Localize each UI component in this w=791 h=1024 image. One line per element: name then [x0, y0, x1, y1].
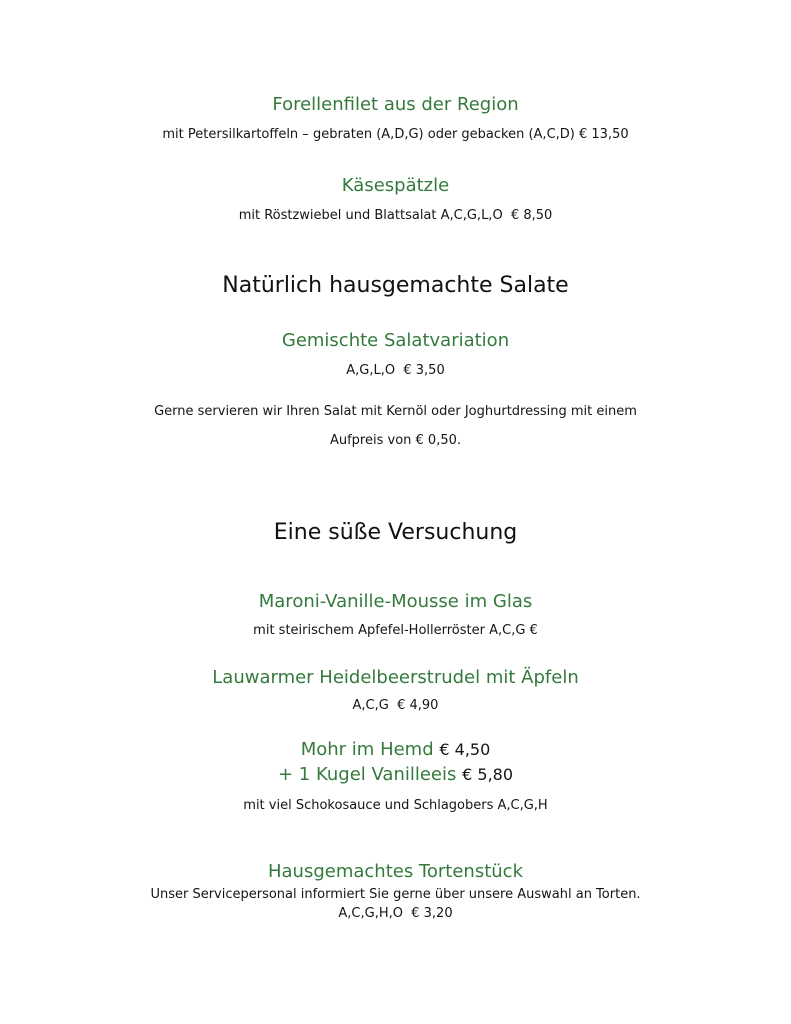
section-heading-desserts: Eine süße Versuchung: [273, 520, 518, 545]
dish-line-mohr-im-hemd: [0, 738, 791, 762]
section-heading-salads: Natürlich hausgemachte Salate: [222, 273, 569, 298]
salad-note-line-2: Aufpreis von € 0,50.: [329, 433, 462, 448]
dish-name-forellenfilet: Forellenfilet aus der Region: [272, 94, 519, 115]
dish-name-mohr-im-hemd: Mohr im Hemd: [300, 739, 434, 760]
dish-details-heidelbeerstrudel: A,C,G € 4,90: [352, 698, 439, 713]
dish-description-tortenstueck: Unser Servicepersonal informiert Sie gerne über unsere Auswahl an Torten.: [150, 887, 641, 902]
dish-description-kaesespaetzle: mit Röstzwiebel und Blattsalat A,C,G,L,O € 8,50: [238, 208, 553, 223]
dish-name-heidelbeerstrudel: Lauwarmer Heidelbeerstrudel mit Äpfeln: [212, 667, 579, 688]
dish-price-mohr-im-hemd: € 4,50: [439, 740, 491, 759]
salad-note-line-1: Gerne servieren wir Ihren Salat mit Kernöl oder Joghurtdressing mit einem: [154, 404, 637, 419]
dish-name-vanilleeis-extra: + 1 Kugel Vanilleeis: [277, 764, 457, 785]
dish-description-mohr-im-hemd: mit viel Schokosauce und Schlagobers A,C,G,H: [243, 798, 548, 813]
dish-details-tortenstueck: A,C,G,H,O € 3,20: [338, 906, 453, 921]
dish-price-vanilleeis-extra: € 5,80: [462, 765, 514, 784]
dish-name-salatvariation: Gemischte Salatvariation: [281, 330, 510, 351]
dish-name-kaesespaetzle: Käsespätzle: [341, 175, 450, 196]
dish-description-maroni-mousse: mit steirischem Apfefel-Hollerröster A,C,G €: [253, 623, 538, 638]
dish-name-tortenstueck: Hausgemachtes Tortenstück: [267, 861, 523, 882]
dish-name-maroni-mousse: Maroni-Vanille-Mousse im Glas: [258, 591, 533, 612]
dish-description-forellenfilet: mit Petersilkartoffeln – gebraten (A,D,G) oder gebacken (A,C,D) € 13,50: [162, 127, 629, 142]
dish-details-salatvariation: A,G,L,O € 3,50: [346, 363, 445, 378]
dish-line-vanilleeis-extra: [0, 763, 791, 787]
